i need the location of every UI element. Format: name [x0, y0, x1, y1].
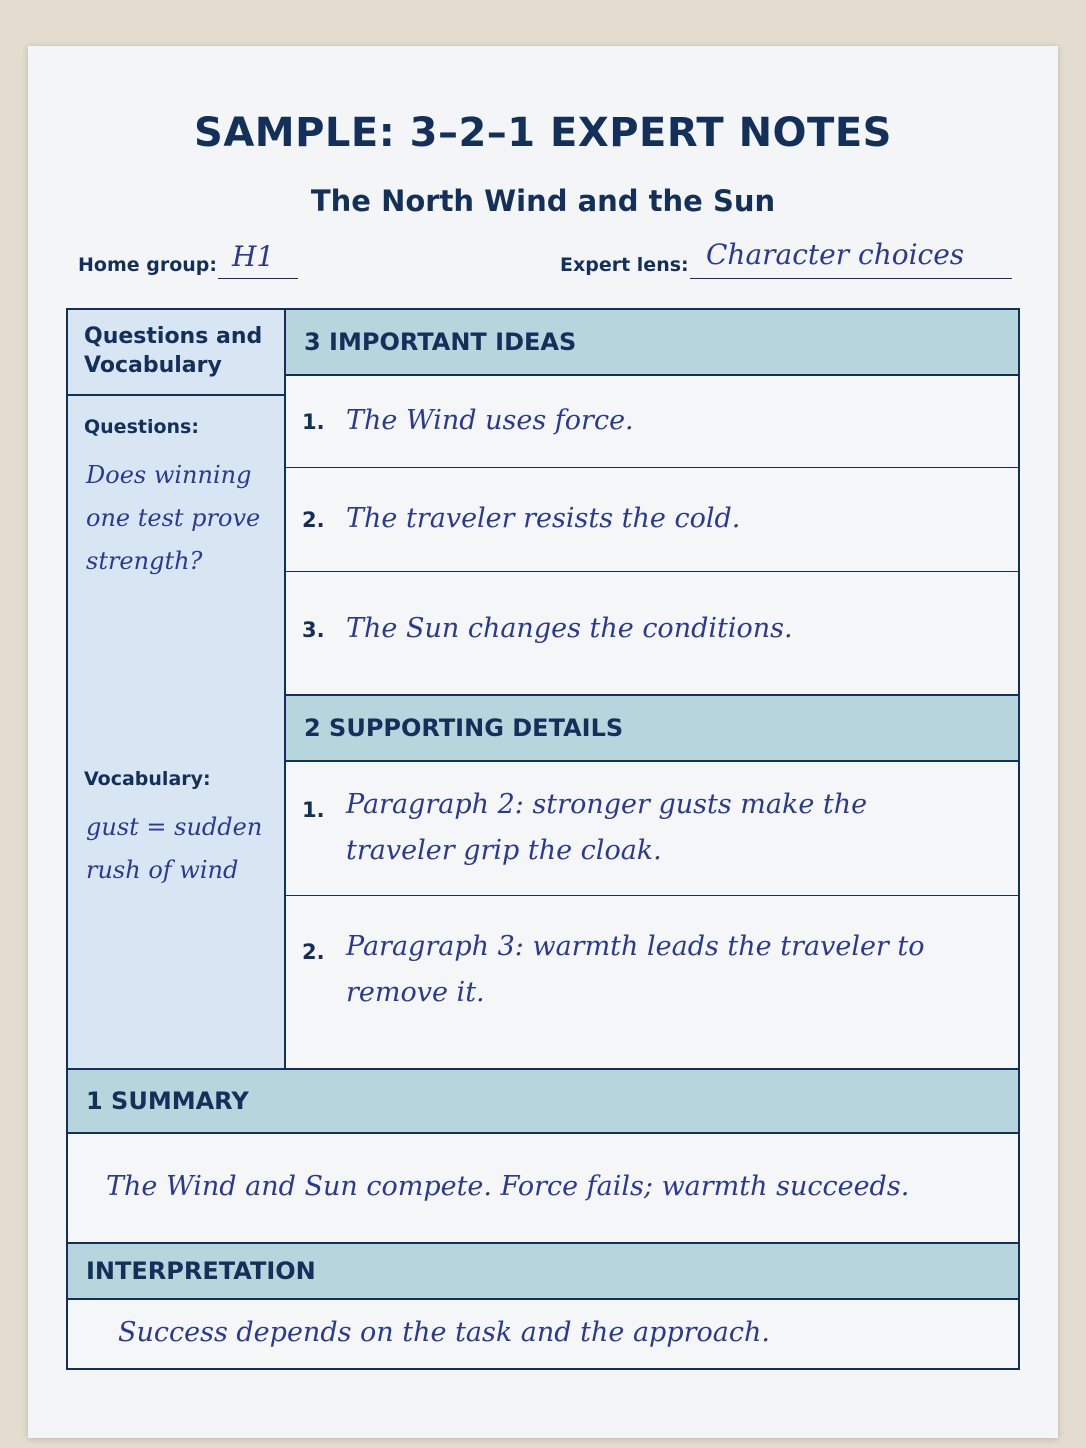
supporting-detail-text: Paragraph 3: warmth leads the traveler to remove it.	[346, 931, 925, 1008]
questions-label: Questions:	[84, 416, 199, 438]
expert-lens-label: Expert lens:	[560, 254, 689, 276]
important-ideas-heading: 3 IMPORTANT IDEAS	[286, 310, 1018, 376]
worksheet-paper	[28, 46, 1058, 1438]
important-idea-number: 1.	[302, 410, 325, 434]
expert-lens-value: Character choices	[706, 238, 965, 271]
page-title: SAMPLE: 3–2–1 EXPERT NOTES	[194, 110, 892, 156]
important-idea-row-2	[286, 468, 1018, 572]
summary-row	[68, 1134, 1018, 1244]
interpretation-heading: INTERPRETATION	[68, 1244, 1018, 1300]
supporting-detail-row-1	[286, 762, 1018, 896]
important-idea-row-3	[286, 572, 1018, 696]
notes-grid	[66, 308, 1020, 1370]
interpretation-text: Success depends on the task and the approach.	[118, 1317, 770, 1348]
supporting-details-heading: 2 SUPPORTING DETAILS	[286, 696, 1018, 762]
interpretation-row	[68, 1300, 1018, 1368]
home-group-label: Home group:	[78, 254, 218, 276]
important-idea-text: The Wind uses force.	[346, 405, 634, 436]
vocabulary-text: gust = sudden rush of wind	[86, 813, 263, 884]
important-idea-number: 3.	[302, 618, 325, 642]
questions-text: Does winning one test prove strength?	[86, 461, 261, 575]
important-idea-text: The Sun changes the conditions.	[346, 613, 793, 644]
supporting-detail-row-2	[286, 896, 1018, 1068]
important-idea-text: The traveler resists the cold.	[346, 503, 741, 534]
supporting-detail-number: 1.	[302, 798, 325, 822]
page-subtitle: The North Wind and the Sun	[310, 184, 776, 218]
summary-text: The Wind and Sun compete. Force fails; warmth succeeds.	[106, 1171, 910, 1202]
questions-vocabulary-heading: Questions and Vocabulary	[68, 310, 284, 396]
important-idea-row-1	[286, 376, 1018, 468]
vocabulary-label: Vocabulary:	[84, 768, 211, 790]
summary-heading: 1 SUMMARY	[68, 1068, 1018, 1134]
supporting-detail-number: 2.	[302, 940, 325, 964]
questions-vocabulary-column	[68, 310, 286, 1068]
home-group-value: H1	[232, 240, 275, 273]
important-idea-number: 2.	[302, 508, 325, 532]
supporting-detail-text: Paragraph 2: stronger gusts make the traveler grip the cloak.	[346, 789, 868, 866]
